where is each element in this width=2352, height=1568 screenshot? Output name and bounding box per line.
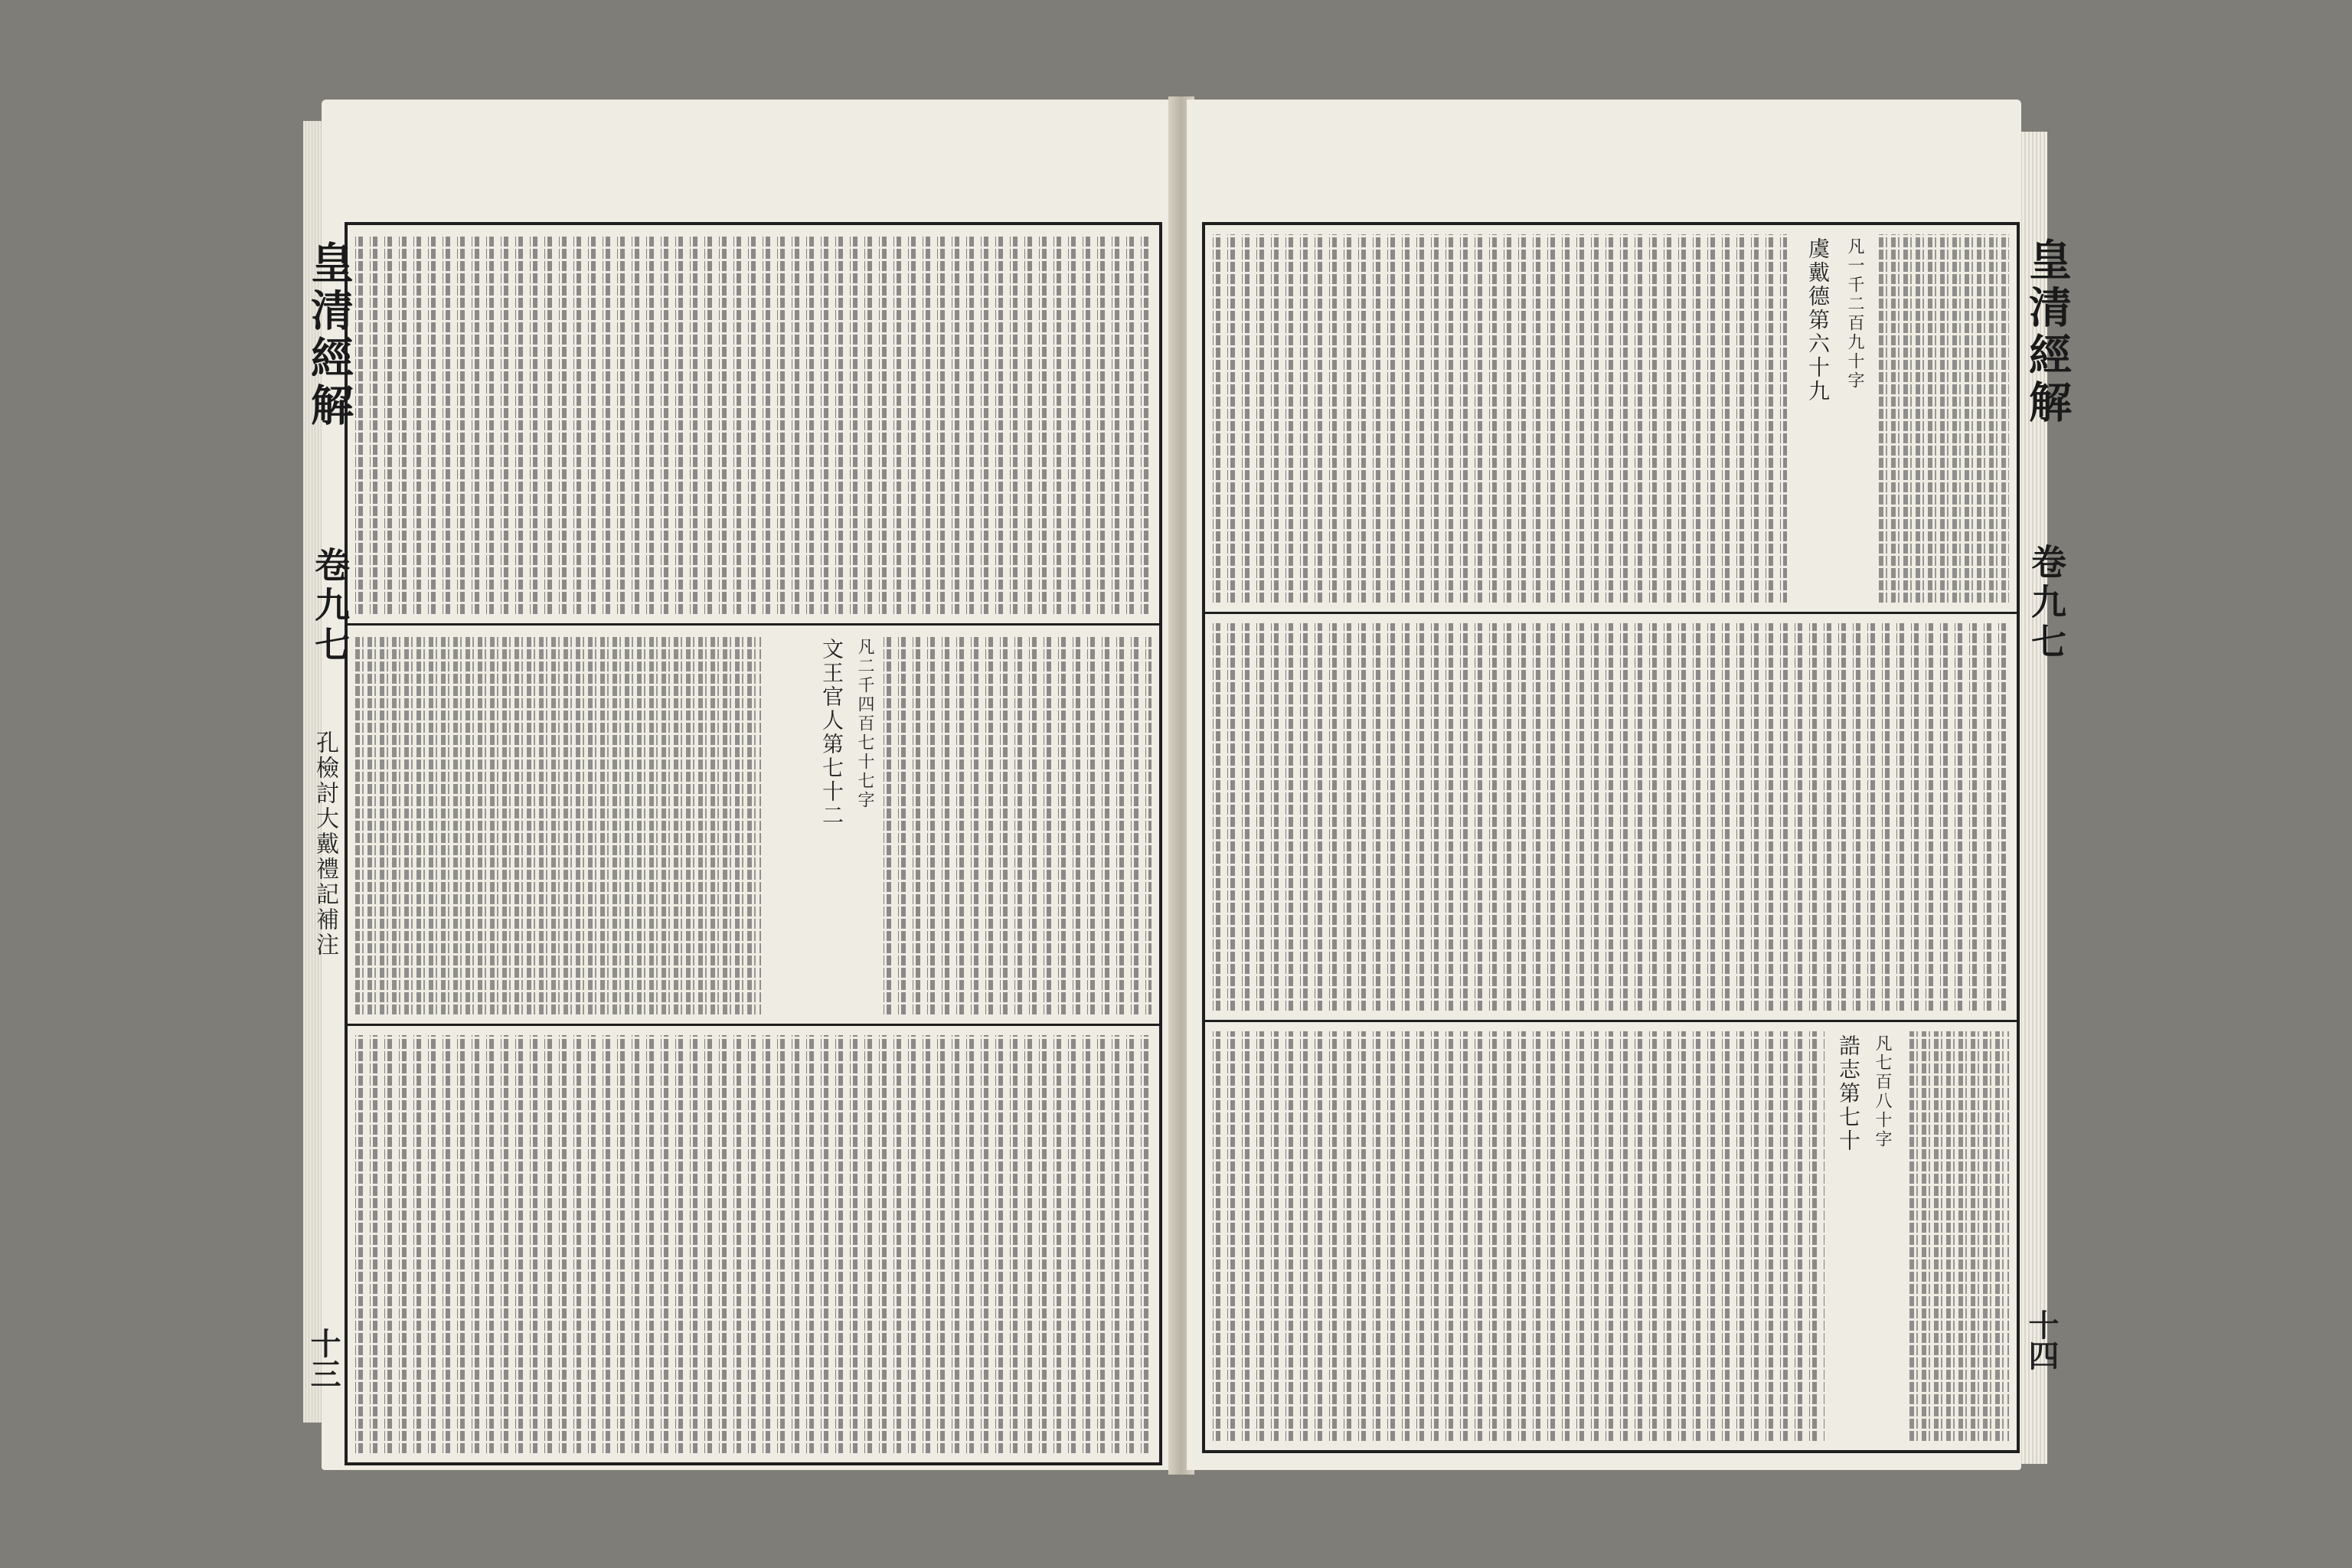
middle-register [1205, 614, 2017, 1022]
open-book [303, 92, 2073, 1485]
body-text-columns [1879, 234, 2009, 603]
section-heading: 虞戴德第六十九 [1805, 237, 1831, 403]
page-number: 十三 [305, 1328, 341, 1389]
body-text-columns [1213, 234, 1787, 603]
section-heading: 文王官人第七十二 [819, 638, 844, 828]
middle-register [348, 626, 1159, 1026]
body-text-columns [355, 635, 761, 1014]
char-count-note: 凡七百八十字 [1873, 1034, 1892, 1149]
body-text-columns [1909, 1031, 2009, 1441]
book-title: 皇清經解 [304, 240, 354, 430]
sub-title: 孔檢討大戴禮記補注 [312, 730, 338, 958]
book-title: 皇清經解 [2022, 237, 2073, 427]
body-text-columns [1213, 1031, 1825, 1441]
left-spine-band [302, 225, 354, 1462]
right-text-frame [1202, 222, 2020, 1453]
body-text-columns [355, 1035, 1152, 1453]
volume-mark: 卷九七 [2026, 544, 2067, 663]
lower-register [1205, 1022, 2017, 1450]
volume-mark: 卷九七 [309, 547, 351, 666]
upper-register [1205, 225, 2017, 614]
page-number: 十四 [2024, 1309, 2060, 1370]
upper-register [348, 225, 1159, 626]
right-spine-band [2017, 222, 2073, 1447]
char-count-note: 凡一千二百九十字 [1845, 237, 1864, 390]
left-text-frame [304, 222, 1162, 1465]
body-text-columns [355, 234, 1152, 614]
body-text-columns [1213, 623, 2009, 1011]
section-heading: 誥志第七十 [1836, 1034, 1861, 1153]
right-page [1187, 100, 2073, 1470]
lower-register [348, 1026, 1159, 1462]
left-page [304, 100, 1178, 1470]
char-count-note: 凡二千四百七十七字 [855, 638, 874, 810]
body-text-columns [884, 635, 1152, 1014]
